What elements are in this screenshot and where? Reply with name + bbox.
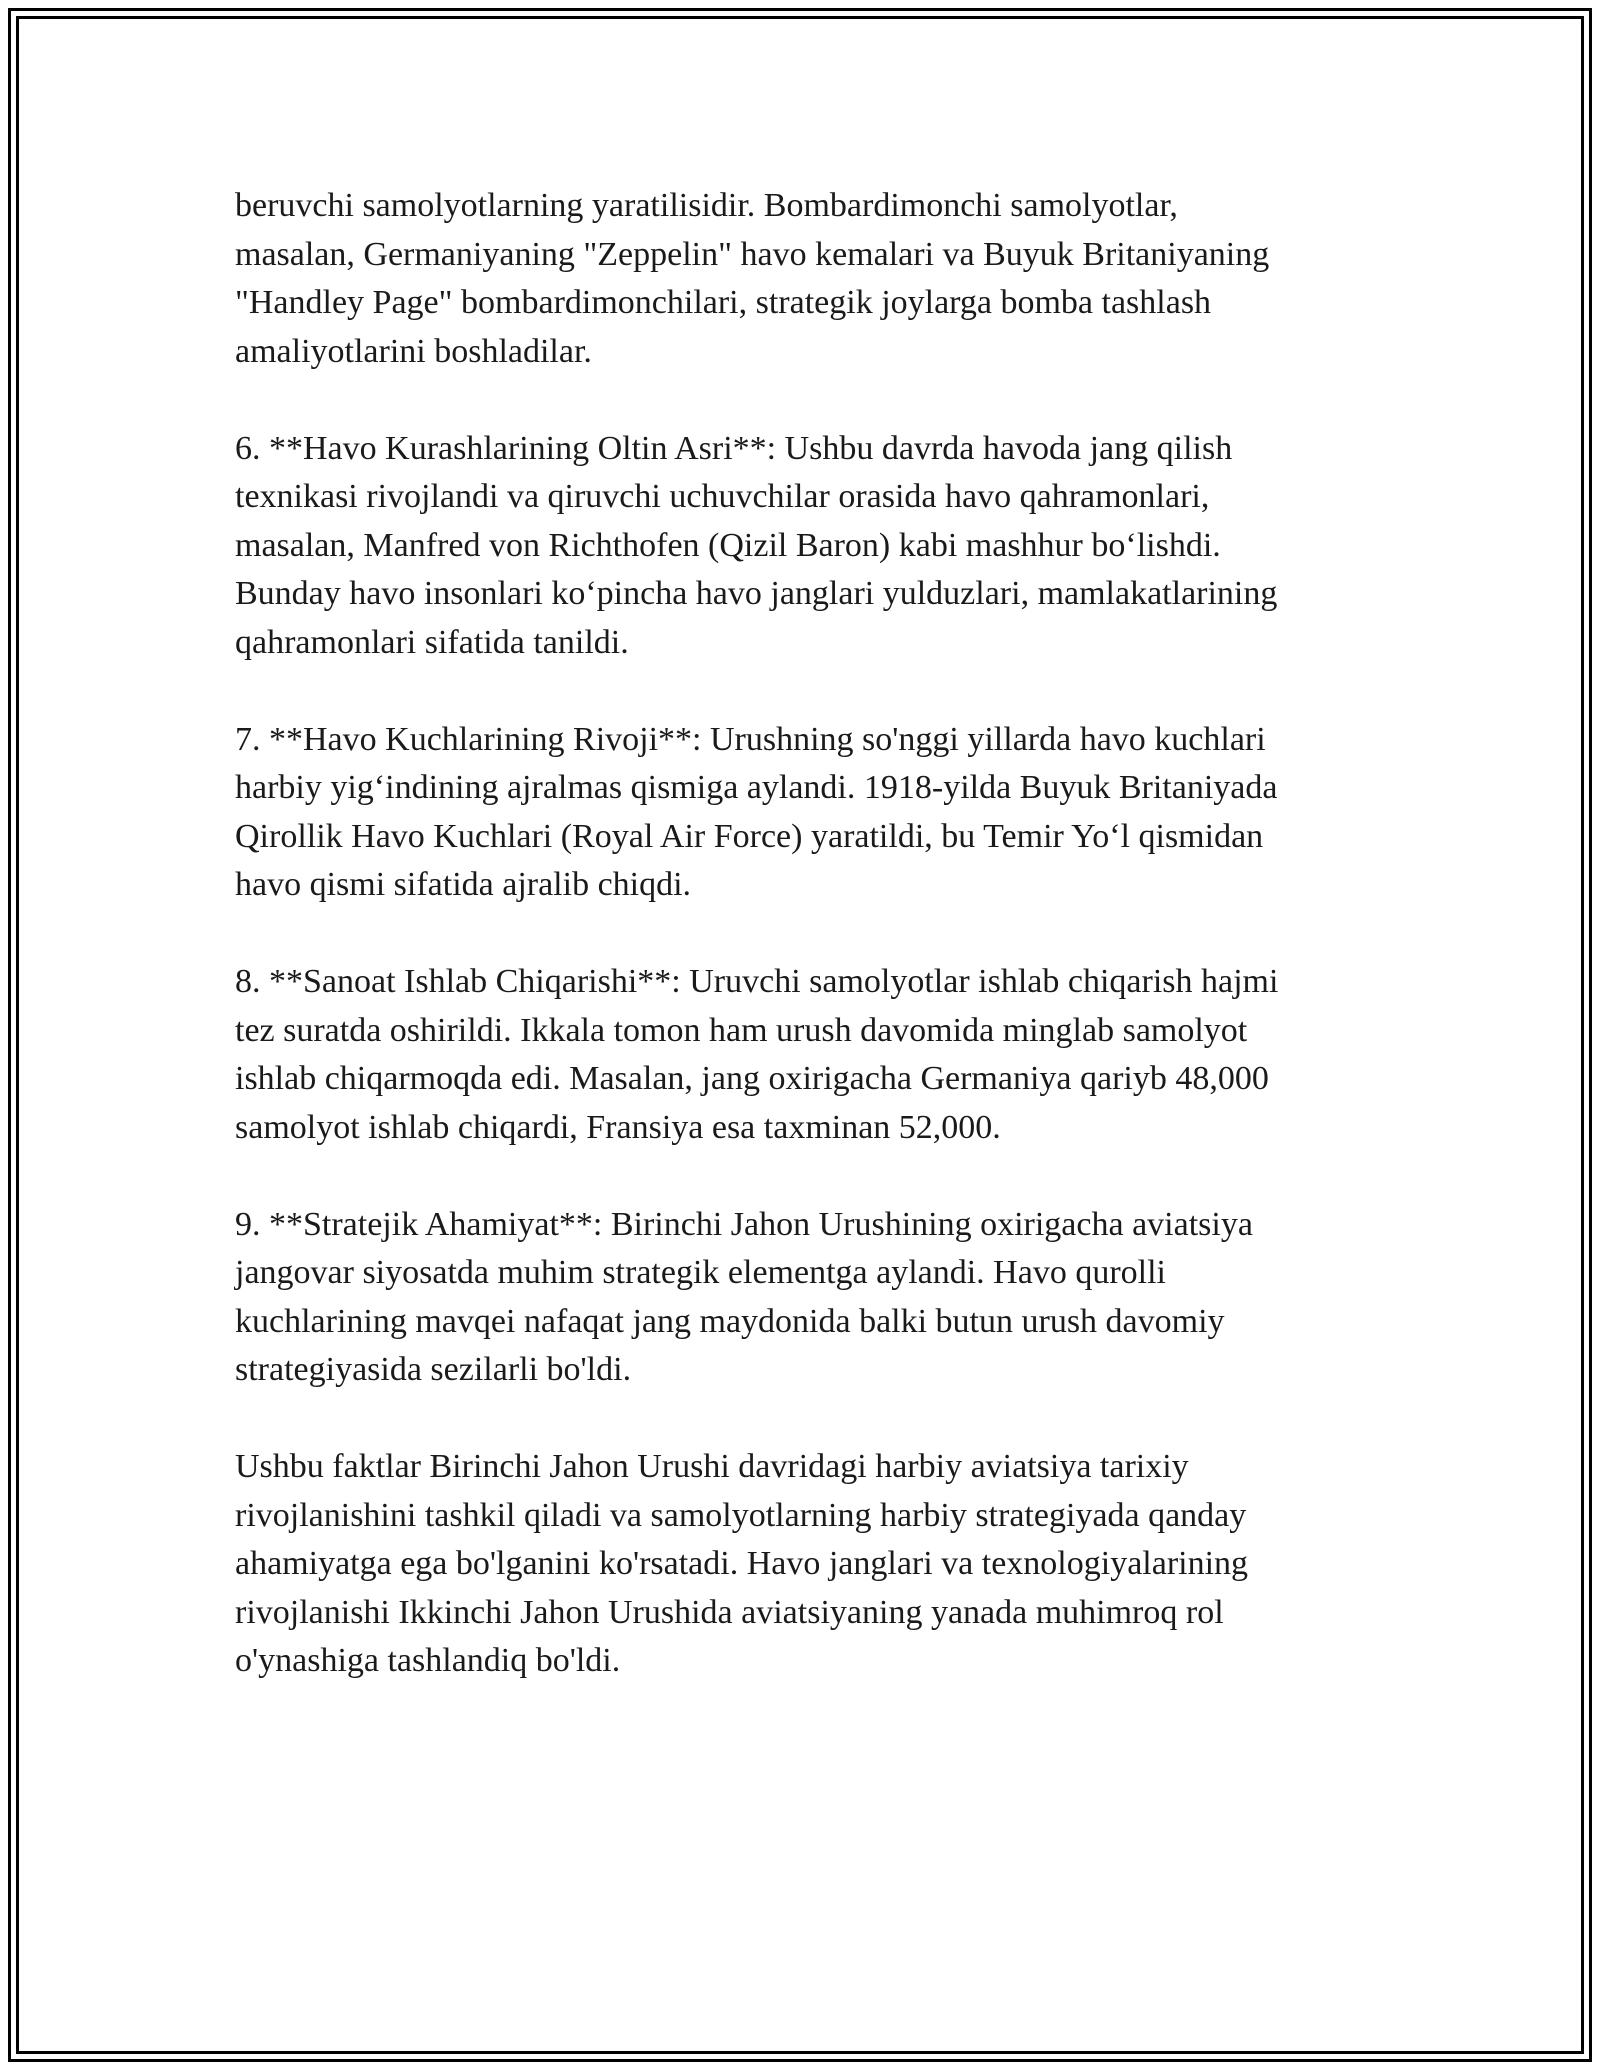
paragraph-item-7: 7. **Havo Kuchlarining Rivoji**: Urushning so'nggi yillarda havo kuchlari harbiy yig‘indining ajralmas qismiga aylandi. 1918-yilda Buyuk Britaniyada Qirollik Havo Kuchlari (Royal Air Force) yaratildi, bu Temir Yo‘l qismidan havo qismi sifatida ajralib chiqdi.	[235, 720, 1278, 903]
paragraph-item-9: 9. **Stratejik Ahamiyat**: Birinchi Jahon Urushining oxirigacha aviatsiya jangovar siyosatda muhim strategik elementga aylandi. Havo qurolli kuchlarining mavqei nafaqat jang maydonida balki butun urush davomiy strategiyasida sezilarli bo'ldi.	[235, 1205, 1253, 1388]
paragraph-conclusion: Ushbu faktlar Birinchi Jahon Urushi davridagi harbiy aviatsiya tarixiy rivojlanishini tashkil qiladi va samolyotlarning harbiy strategiyada qanday ahamiyatga ega bo'lganini ko'rsatadi. Havo janglari va texnologiyalarining rivojlanishi Ikkinchi Jahon Urushida aviatsiyaning yanada muhimroq rol o'ynashiga tashlandiq bo'ldi.	[235, 1448, 1249, 1679]
paragraph-continuation: beruvchi samolyotlarning yaratilisidir. Bombardimonchi samolyotlar, masalan, Germaniyaning "Zeppelin" havo kemalari va Buyuk Britaniyaning "Handley Page" bombardimonchilari, strategik joylarga bomba tashlash amaliyotlarini boshladilar.	[235, 187, 1270, 370]
paragraph-item-6: 6. **Havo Kurashlarining Oltin Asri**: Ushbu davrda havoda jang qilish texnikasi rivojlandi va qiruvchi uchuvchilar orasida havo qahramonlari, masalan, Manfred von Richthofen (Qizil Baron) kabi mashhur bo‘lishdi. Bunday havo insonlari ko‘pincha havo janglari yulduzlari, mamlakatlarining qahramonlari sifatida tanildi.	[235, 429, 1278, 661]
paragraph-item-8: 8. **Sanoat Ishlab Chiqarishi**: Uruvchi samolyotlar ishlab chiqarish hajmi tez suratda oshirildi. Ikkala tomon ham urush davomida minglab samolyot ishlab chiqarmoqda edi. Masalan, jang oxirigacha Germaniya qariyb 48,000 samolyot ishlab chiqardi, Fransiya esa taxminan 52,000.	[235, 963, 1279, 1146]
document-body	[235, 182, 1375, 1734]
